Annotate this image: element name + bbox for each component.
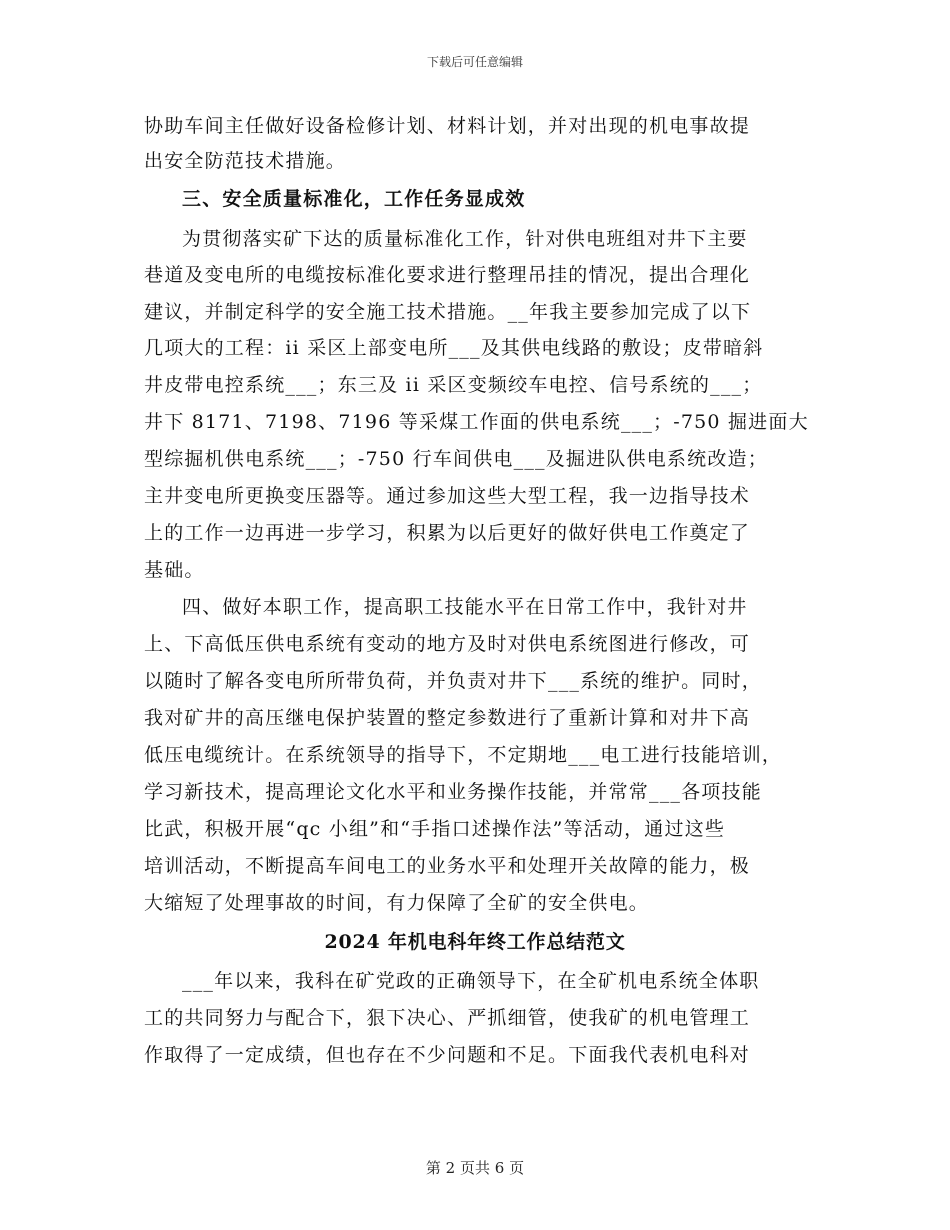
document-title: 2024 年机电科年终工作总结范文 xyxy=(324,931,626,953)
body-line: 学习新技术，提高理论文化水平和业务操作技能，并常常___各项技能 xyxy=(144,781,762,803)
body-line: 上、下高低压供电系统有变动的地方及时对供电系统图进行修改，可 xyxy=(144,633,751,655)
body-line: 巷道及变电所的电缆按标准化要求进行整理吊挂的情况，提出合理化 xyxy=(144,264,751,286)
body-line: 以随时了解各变电所所带负荷，并负责对井下___系统的维护。同时， xyxy=(144,670,762,692)
body-line: 我对矿井的高压继电保护装置的整定参数进行了重新计算和对井下高 xyxy=(144,707,751,729)
body-line: 协助车间主任做好设备检修计划、材料计划，并对出现的机电事故提 xyxy=(144,115,751,137)
body-line: 四、做好本职工作，提高职工技能水平在日常工作中，我针对井 xyxy=(182,596,748,618)
body-line: 几项大的工程：ii 采区上部变电所___及其供电线路的敷设；皮带暗斜 xyxy=(144,337,764,359)
body-line: 比武，积极开展“qc 小组”和“手指口述操作法”等活动，通过这些 xyxy=(144,818,726,840)
body-line: 出安全防范技术措施。 xyxy=(144,150,347,172)
body-line: 井皮带电控系统___；东三及 ii 采区变频绞车电控、信号系统的___； xyxy=(144,374,763,396)
body-line: 大缩短了处理事故的时间，有力保障了全矿的安全供电。 xyxy=(144,892,650,914)
body-line: 作取得了一定成绩，但也存在不少问题和不足。下面我代表机电科对 xyxy=(144,1044,751,1066)
page-header: 下载后可任意编辑 xyxy=(426,55,523,69)
body-line: 上的工作一边再进一步学习，积累为以后更好的做好供电工作奠定了 xyxy=(144,522,751,544)
body-line: 为贯彻落实矿下达的质量标准化工作，针对供电班组对井下主要 xyxy=(182,228,748,250)
body-line: ___年以来，我科在矿党政的正确领导下，在全矿机电系统全体职 xyxy=(182,970,760,992)
body-line: 建议，并制定科学的安全施工技术措施。__年我主要参加完成了以下 xyxy=(144,301,752,323)
body-line: 工的共同努力与配合下，狠下决心、严抓细管，使我矿的机电管理工 xyxy=(144,1007,751,1029)
body-line: 基础。 xyxy=(144,559,205,581)
body-line: 井下 8171、7198、7196 等采煤工作面的供电系统___；-750 掘进面大 xyxy=(144,411,809,433)
page-number: 第 2 页共 6 页 xyxy=(425,1159,525,1177)
body-line: 培训活动，不断提高车间电工的业务水平和处理开关故障的能力，极 xyxy=(144,855,751,877)
body-line: 主井变电所更换变压器等。通过参加这些大型工程，我一边指导技术 xyxy=(144,485,751,507)
section-heading: 三、安全质量标准化，工作任务显成效 xyxy=(182,188,526,210)
body-line: 低压电缆统计。在系统领导的指导下，不定期地___电工进行技能培训， xyxy=(144,744,783,766)
body-line: 型综掘机供电系统___；-750 行车间供电___及掘进队供电系统改造； xyxy=(144,448,768,470)
